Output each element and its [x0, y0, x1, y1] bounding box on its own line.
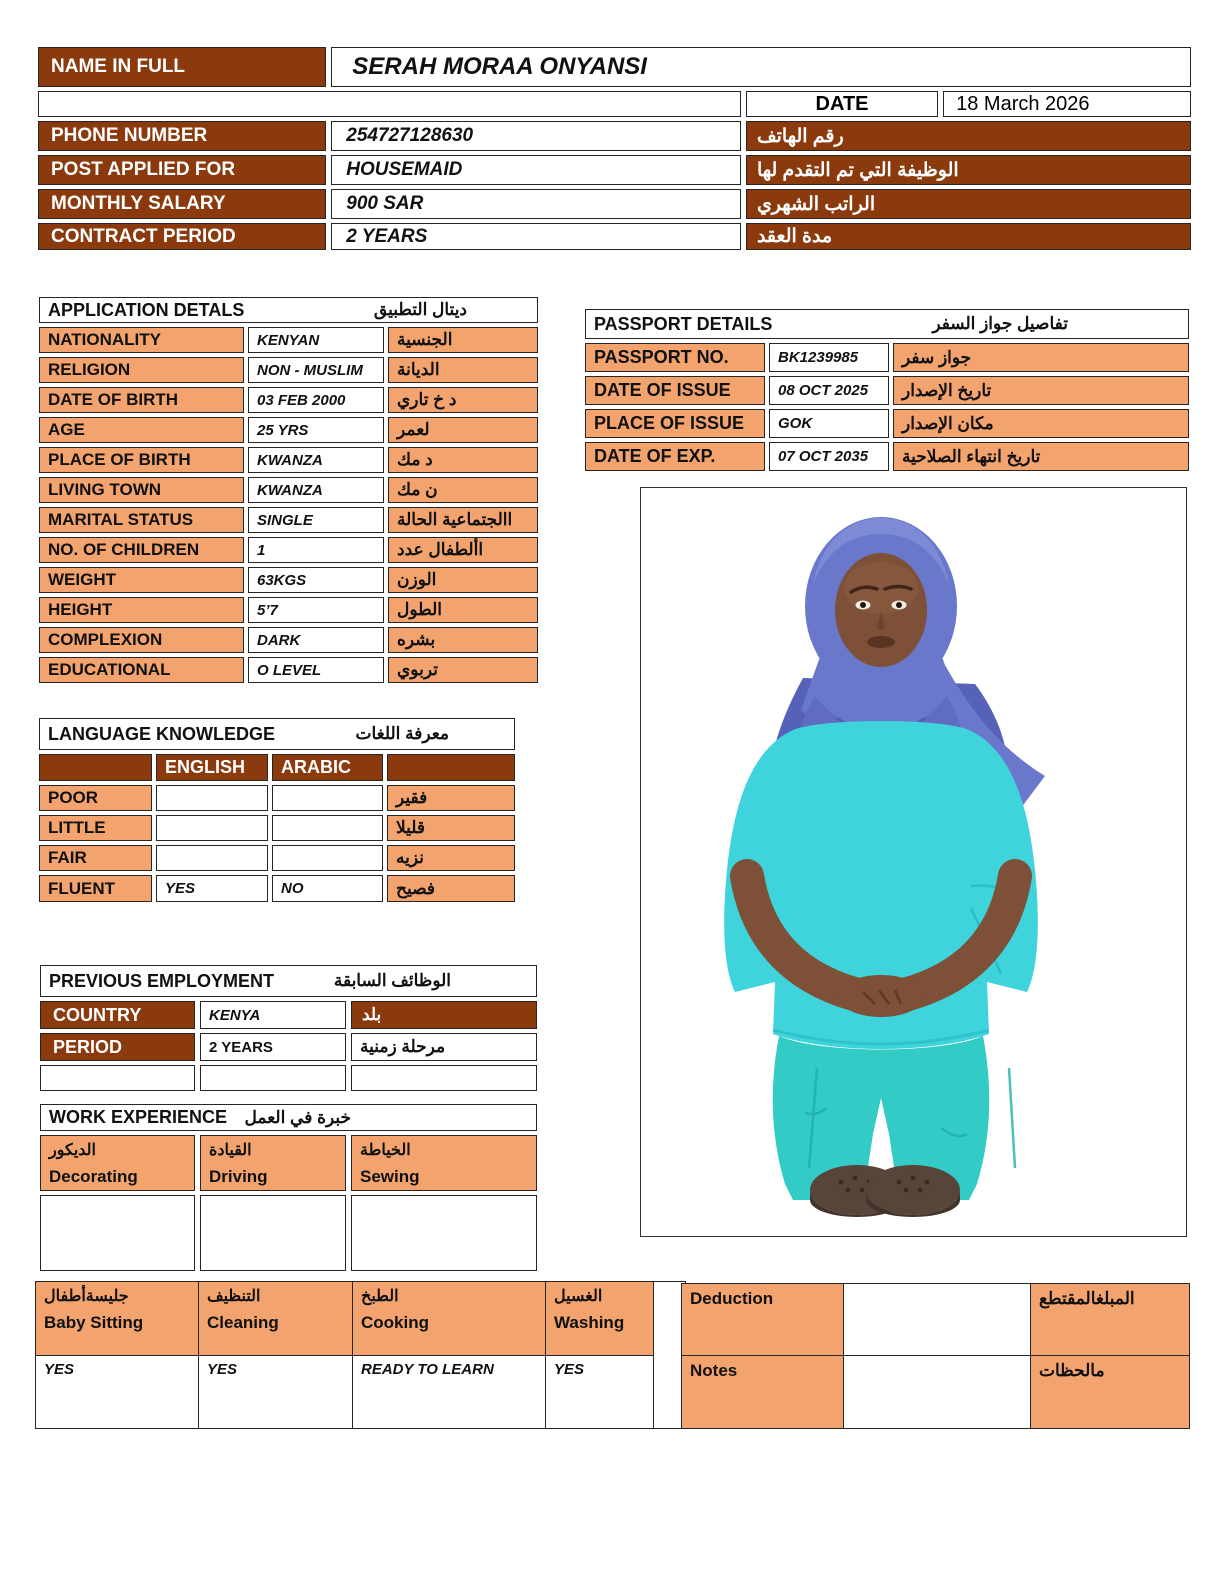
- height-arabic: الطول: [388, 597, 538, 623]
- children-label: NO. OF CHILDREN: [39, 537, 244, 563]
- cleaning-arabic: التنظيف: [207, 1288, 261, 1305]
- educational-arabic: تربوي: [388, 657, 538, 683]
- date-value: 18 March 2026: [943, 91, 1191, 117]
- contract-period-value: 2 YEARS: [331, 223, 741, 250]
- little-arabic: قليلا: [387, 815, 515, 841]
- children-value: 1: [248, 537, 384, 563]
- age-label: AGE: [39, 417, 244, 443]
- marital-status-label: MARITAL STATUS: [39, 507, 244, 533]
- age-arabic: لعمر: [388, 417, 538, 443]
- notes-arabic: مالحظات: [1031, 1356, 1190, 1429]
- date-of-birth-arabic: د خ تاري: [388, 387, 538, 413]
- driving-arabic: القيادة: [209, 1142, 252, 1159]
- date-label: DATE: [746, 91, 938, 117]
- deduction-label: Deduction: [682, 1284, 844, 1356]
- empty-cell: [200, 1065, 346, 1091]
- notes-label: Notes: [682, 1356, 844, 1429]
- religion-arabic: الديانة: [388, 357, 538, 383]
- poor-label: POOR: [39, 785, 152, 811]
- previous-employment-title-en: PREVIOUS EMPLOYMENT: [49, 970, 275, 991]
- empty-cell: [200, 1195, 346, 1271]
- poor-english-value: [156, 785, 268, 811]
- living-town-arabic: ن مك: [388, 477, 538, 503]
- previous-employment-title: [40, 965, 537, 997]
- language-title-ar: معرفة اللغات: [355, 724, 450, 743]
- place-of-issue-value: GOK: [769, 409, 889, 438]
- weight-arabic: الوزن: [388, 567, 538, 593]
- educational-label: EDUCATIONAL: [39, 657, 244, 683]
- nationality-arabic: الجنسية: [388, 327, 538, 353]
- deduction-value: [844, 1284, 1031, 1356]
- poor-arabic: فقير: [387, 785, 515, 811]
- application-title-en: APPLICATION DETALS: [48, 299, 245, 320]
- country-value: KENYA: [200, 1001, 346, 1029]
- date-of-exp-arabic: تاريخ انتهاء الصلاحية: [893, 442, 1189, 471]
- application-details-table: [35, 293, 542, 687]
- empty-cell: [351, 1065, 537, 1091]
- marital-status-value: SINGLE: [248, 507, 384, 533]
- date-of-birth-label: DATE OF BIRTH: [39, 387, 244, 413]
- little-english-value: [156, 815, 268, 841]
- phone-number-arabic: رقم الهاتف: [746, 121, 1191, 151]
- passport-no-label: PASSPORT NO.: [585, 343, 765, 372]
- header-table: [33, 43, 1196, 254]
- fair-label: FAIR: [39, 845, 152, 871]
- country-label: COUNTRY: [40, 1001, 195, 1029]
- language-corner-cell: [39, 754, 152, 781]
- height-value: 5’7: [248, 597, 384, 623]
- cooking-value: READY TO LEARN: [353, 1356, 546, 1429]
- place-of-issue-label: PLACE OF ISSUE: [585, 409, 765, 438]
- sewing-arabic: الخياطة: [360, 1142, 411, 1159]
- cooking-label: Cooking: [361, 1313, 429, 1332]
- notes-value: [844, 1356, 1031, 1429]
- application-title-ar: ديتال التطبيق: [373, 300, 467, 319]
- monthly-salary-value: 900 SAR: [331, 189, 741, 219]
- baby-sitting-arabic: جليسةأطفال: [44, 1288, 129, 1305]
- deduction-arabic: المبلغالمقتطع: [1031, 1284, 1190, 1356]
- application-details-title: [39, 297, 538, 323]
- empty-cell: [351, 1195, 537, 1271]
- passport-details-table: [581, 305, 1193, 475]
- educational-value: O LEVEL: [248, 657, 384, 683]
- country-arabic: بلد: [351, 1001, 537, 1029]
- monthly-salary-arabic: الراتب الشهري: [746, 189, 1191, 219]
- sewing-label: Sewing: [360, 1167, 420, 1186]
- deduction-table: [681, 1283, 1190, 1429]
- passport-title-ar: تفاصيل جواز السفر: [932, 314, 1068, 333]
- fluent-arabic-value: NO: [272, 875, 383, 902]
- lips-shape: [867, 636, 895, 648]
- baby-sitting-label: Baby Sitting: [44, 1313, 144, 1332]
- place-of-issue-arabic: مكان الإصدار: [893, 409, 1189, 438]
- candidate-photo-frame: [640, 487, 1187, 1237]
- hands-shape: [838, 975, 924, 1017]
- washing-value: YES: [546, 1356, 654, 1429]
- contract-period-label: CONTRACT PERIOD: [38, 223, 326, 250]
- weight-value: 63KGS: [248, 567, 384, 593]
- complexion-value: DARK: [248, 627, 384, 653]
- skill-driving: [200, 1135, 346, 1191]
- date-of-issue-value: 08 OCT 2025: [769, 376, 889, 405]
- name-in-full-label: NAME IN FULL: [38, 47, 326, 87]
- fluent-english-value: YES: [156, 875, 268, 902]
- english-column-header: ENGLISH: [156, 754, 268, 781]
- marital-status-arabic: االجتماعية الحالة: [388, 507, 538, 533]
- monthly-salary-label: MONTHLY SALARY: [38, 189, 326, 219]
- religion-value: NON - MUSLIM: [248, 357, 384, 383]
- fluent-label: FLUENT: [39, 875, 152, 902]
- empty-cell: [38, 91, 741, 117]
- skill-baby-sitting: [36, 1282, 199, 1356]
- passport-title-en: PASSPORT DETAILS: [594, 313, 773, 334]
- complexion-arabic: بشره: [388, 627, 538, 653]
- contract-period-arabic: مدة العقد: [746, 223, 1191, 250]
- phone-number-value: 254727128630: [331, 121, 741, 151]
- nationality-label: NATIONALITY: [39, 327, 244, 353]
- decorating-label: Decorating: [49, 1167, 138, 1186]
- complexion-label: COMPLEXION: [39, 627, 244, 653]
- skill-sewing: [351, 1135, 537, 1191]
- passport-no-arabic: جواز سفر: [893, 343, 1189, 372]
- passport-no-value: BK1239985: [769, 343, 889, 372]
- skill-cooking: [353, 1282, 546, 1356]
- work-experience-title: [40, 1104, 537, 1131]
- place-of-birth-value: KWANZA: [248, 447, 384, 473]
- fair-english-value: [156, 845, 268, 871]
- candidate-photo: [641, 488, 1188, 1238]
- date-of-issue-label: DATE OF ISSUE: [585, 376, 765, 405]
- language-title: [39, 718, 515, 750]
- right-pupil-shape: [896, 602, 902, 608]
- work-experience-title-ar: خبرة في العمل: [244, 1107, 352, 1127]
- language-title-en: LANGUAGE KNOWLEDGE: [48, 723, 275, 744]
- skill-washing: [546, 1282, 654, 1356]
- washing-label: Washing: [554, 1313, 625, 1332]
- place-of-birth-label: PLACE OF BIRTH: [39, 447, 244, 473]
- previous-employment-title-ar: الوظائف السابقة: [333, 971, 451, 990]
- post-applied-arabic: الوظيفة التي تم التقدم لها: [746, 155, 1191, 185]
- post-applied-label: POST APPLIED FOR: [38, 155, 326, 185]
- weight-label: WEIGHT: [39, 567, 244, 593]
- children-arabic: األطفال عدد: [388, 537, 538, 563]
- cleaning-label: Cleaning: [207, 1313, 279, 1332]
- poor-arabic-value: [272, 785, 383, 811]
- right-shoe: [866, 1165, 960, 1217]
- place-of-birth-arabic: د مك: [388, 447, 538, 473]
- work-experience-title-en: WORK EXPERIENCE: [49, 1107, 228, 1127]
- post-applied-value: HOUSEMAID: [331, 155, 741, 185]
- name-in-full-value: SERAH MORAA ONYANSI: [331, 47, 1191, 87]
- religion-label: RELIGION: [39, 357, 244, 383]
- date-of-issue-arabic: تاريخ الإصدار: [893, 376, 1189, 405]
- washing-arabic: الغسيل: [554, 1288, 603, 1305]
- date-of-exp-value: 07 OCT 2035: [769, 442, 889, 471]
- fair-arabic-value: [272, 845, 383, 871]
- cooking-arabic: الطبخ: [361, 1288, 399, 1305]
- driving-label: Driving: [209, 1167, 268, 1186]
- living-town-value: KWANZA: [248, 477, 384, 503]
- height-label: HEIGHT: [39, 597, 244, 623]
- passport-details-title: [585, 309, 1189, 339]
- empty-cell: [40, 1195, 195, 1271]
- little-label: LITTLE: [39, 815, 152, 841]
- left-pupil-shape: [860, 602, 866, 608]
- little-arabic-value: [272, 815, 383, 841]
- decorating-arabic: الديكور: [49, 1142, 96, 1159]
- skill-decorating: [40, 1135, 195, 1191]
- skill-cleaning: [199, 1282, 353, 1356]
- fluent-arabic: فصيح: [387, 875, 515, 902]
- language-knowledge-table: [35, 714, 519, 906]
- date-of-exp-label: DATE OF EXP.: [585, 442, 765, 471]
- period-value: 2 YEARS: [200, 1033, 346, 1061]
- cleaning-value: YES: [199, 1356, 353, 1429]
- empty-cell: [40, 1065, 195, 1091]
- nationality-value: KENYAN: [248, 327, 384, 353]
- language-corner-cell-right: [387, 754, 515, 781]
- age-value: 25 YRS: [248, 417, 384, 443]
- previous-employment-table: [35, 961, 542, 1095]
- date-of-birth-value: 03 FEB 2000: [248, 387, 384, 413]
- skills-table: [35, 1281, 686, 1429]
- living-town-label: LIVING TOWN: [39, 477, 244, 503]
- arabic-column-header: ARABIC: [272, 754, 383, 781]
- work-experience-table: [35, 1100, 542, 1275]
- fair-arabic: نزيه: [387, 845, 515, 871]
- baby-sitting-value: YES: [36, 1356, 199, 1429]
- phone-number-label: PHONE NUMBER: [38, 121, 326, 151]
- period-arabic: مرحلة زمنية: [351, 1033, 537, 1061]
- period-label: PERIOD: [40, 1033, 195, 1061]
